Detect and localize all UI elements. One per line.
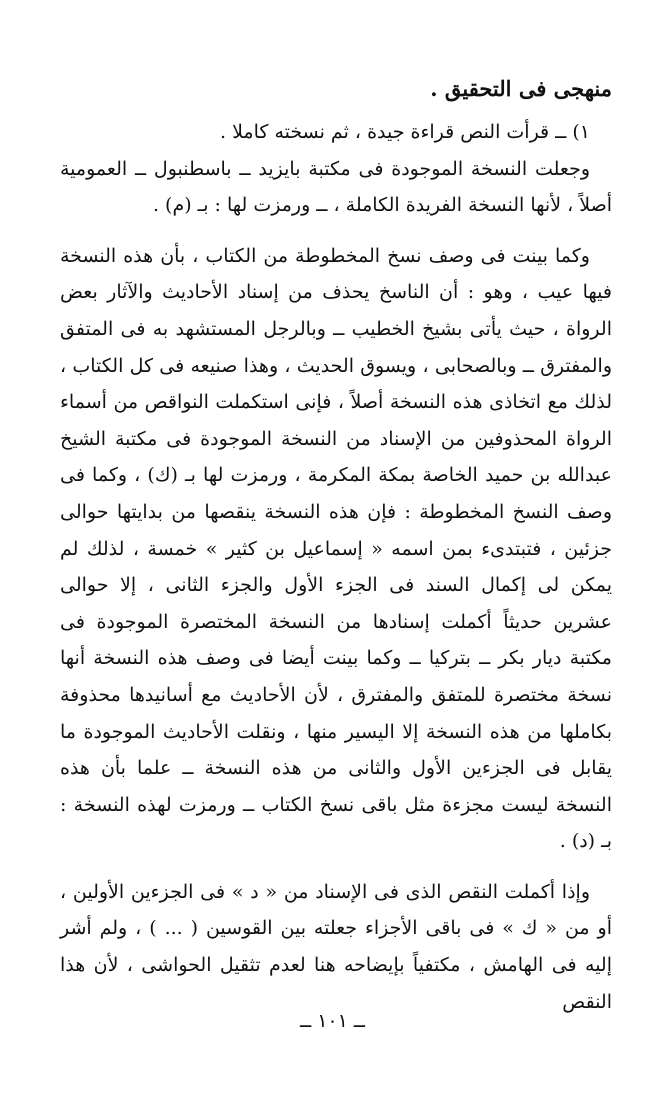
paragraph-2: وجعلت النسخة الموجودة فى مكتبة بايزيد ــ باسطنبول ــ العمومية أصلاً ، لأنها النسخة الفريدة الكاملة ، ــ ورمزت لها : بـ (م) .	[60, 157, 612, 217]
paragraph-3: وكما بينت فى وصف نسخ المخطوطة من الكتاب ، بأن هذه النسخة فيها عيب ، وهو : أن الناسخ يحذف من إسناد الأحاديث والآثار بعض الرواة ، حيث يأتى بشيخ الخطيب ــ وبالرجل المستشهد به فى المتفق والمفترق ــ وبالصحابى ، ويسوق الحديث ، وهذا صنيعه فى كل الكتاب ، لذلك مع اتخاذى هذه النسخة أصلاً ، فإنى استكملت النواقص من أسماء الرواة المحذوفين من الإسناد من النسخة الموجودة فى مكتبة الشيخ عبدالله بن حميد الخاصة بمكة المكرمة ، ورمزت لها بـ (ك) ، وكما فى وصف النسخ المخطوطة : فإن هذه النسخة ينقصها من بدايتها حوالى جزئين ، فتبتدىء بمن اسمه « إسماعيل بن كثير » خمسة ، لذلك لم يمكن لى إكمال السند فى الجزء الأول والجزء الثانى ، إلا حوالى عشرين حديثاً أكملت إسنادها من النسخة المختصرة الموجودة فى مكتبة ديار بكر ــ بتركيا ــ وكما بينت أيضا فى وصف هذه النسخة أنها نسخة مختصرة للمتفق والمفترق ، لأن الأحاديث مع أسانيدها محذوفة بكاملها من هذه النسخة إلا اليسير منها ، ونقلت الأحاديث الموجودة ما يقابل فى الجزءين الأول والثانى من هذه النسخة ــ علما بأن هذه النسخة ليست مجزءة مثل باقى نسخ الكتاب ــ ورمزت لهذه النسخة : بـ (د) .	[60, 244, 612, 853]
document-page	[60, 72, 612, 1020]
paragraph-4: وإذا أكملت النقص الذى فى الإسناد من « د » فى الجزءين الأولين ، أو من « ك » فى باقى الأجزاء جعلته بين القوسين ( ... ) ، ولم أشر إليه فى الهامش ، مكتفياً بإيضاحه هنا لعدم تثقيل الحواشى ، لأن هذا النقص	[60, 880, 612, 1013]
page-number: ــ ١٠١ ــ	[300, 1010, 365, 1032]
section-heading: منهجى فى التحقيق .	[430, 76, 612, 101]
paragraph-1: ١) ــ قرأت النص قراءة جيدة ، ثم نسخته كاملا .	[220, 121, 590, 143]
